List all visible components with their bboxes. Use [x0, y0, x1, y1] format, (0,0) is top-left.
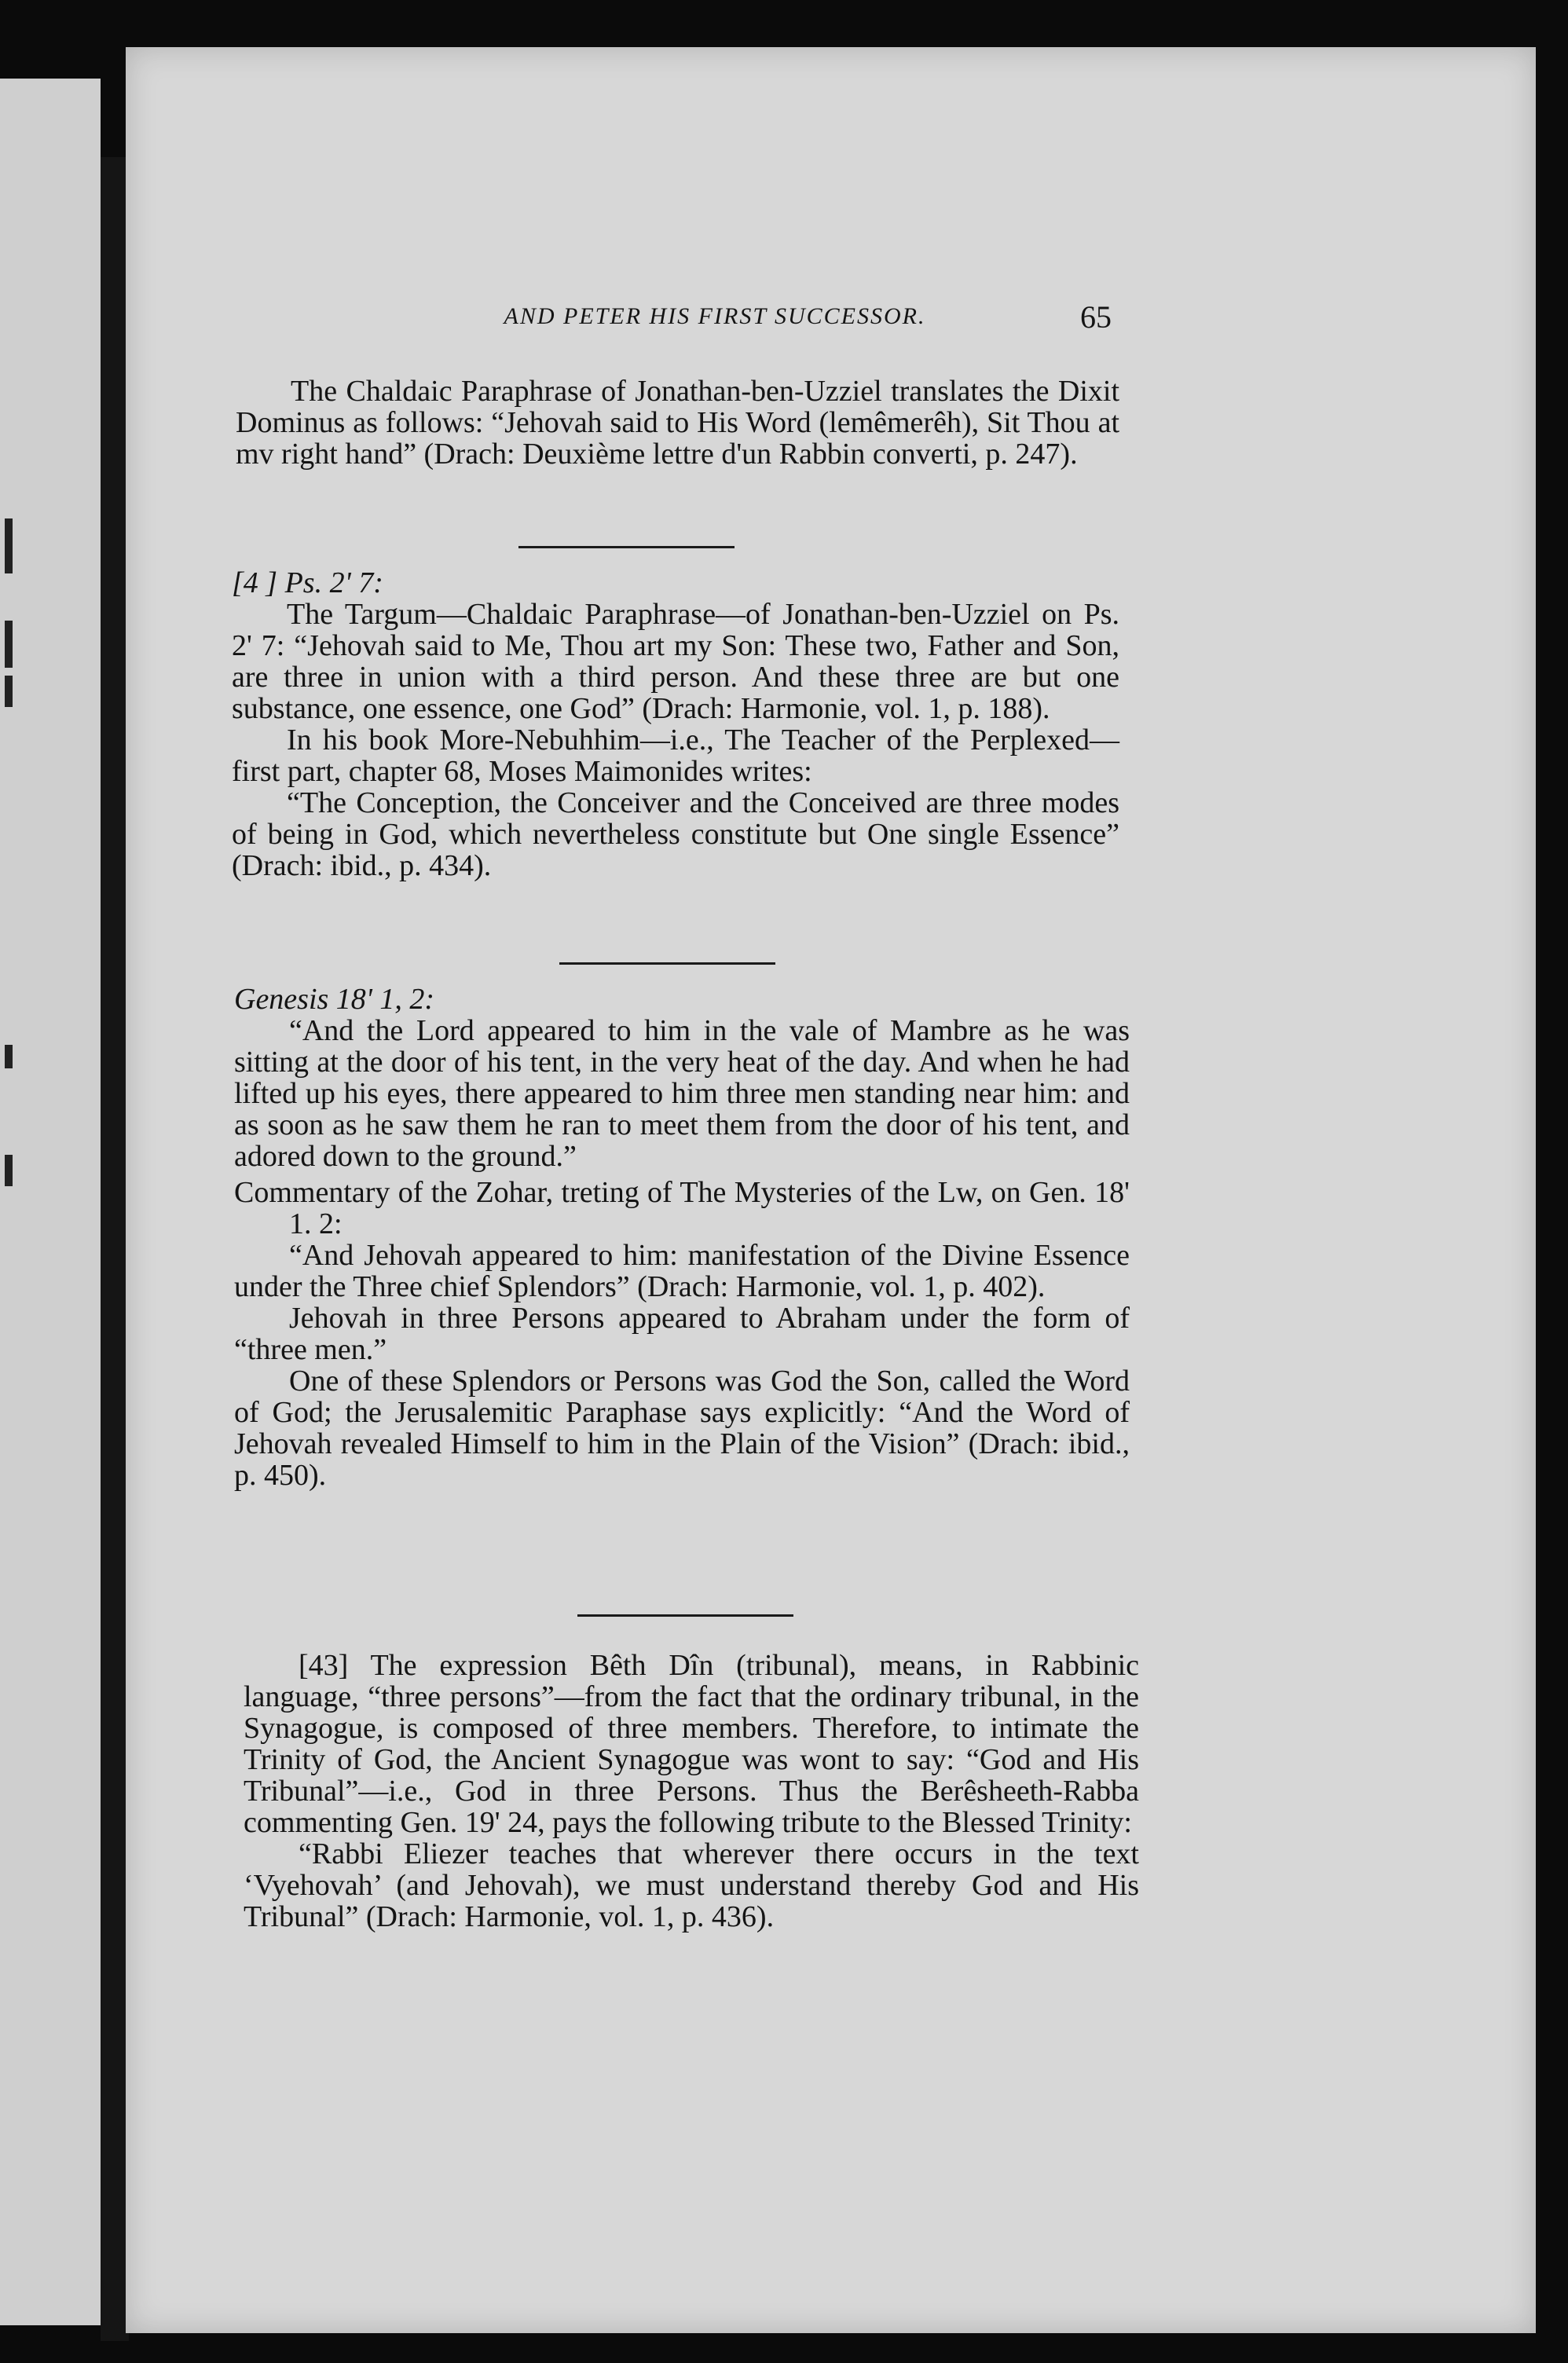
section-label: [4 ] Ps. 2' 7: [232, 566, 383, 599]
book-spine-shadow [101, 157, 129, 2341]
adjacent-page-edge [0, 79, 101, 2325]
paragraph: One of these Splendors or Persons was God the Son, called the Word of God; the Jerusalemitic Paraphase says explicitly: “And the Word of Jehovah revealed Himself to him in the Plain of the Vision” (Drach: ibid., p. 450). [234, 1365, 1130, 1492]
paragraph: The Chaldaic Paraphrase of Jonathan-ben-Uzziel translates the Dixit Dominus as follows: “Jehovah said to His Word (lemêmerêh), Sit Thou at mv right hand” (Drach: Deuxième lettre d'un Rabbin converti, p. 247). [236, 375, 1119, 471]
paragraph: Commentary of the Zohar, treting of The Mysteries of the Lw, on Gen. 18' 1. 2: [234, 1176, 1130, 1240]
section-chaldaic-paraphrase [236, 376, 1119, 470]
section-divider [518, 546, 735, 548]
running-header: AND PETER HIS FIRST SUCCESSOR. [504, 303, 926, 329]
paragraph: Jehovah in three Persons appeared to Abraham under the form of “three men.” [234, 1302, 1130, 1366]
adjacent-page-text-fragment [5, 518, 13, 573]
section-divider [577, 1614, 793, 1617]
adjacent-page-text-fragment [5, 1045, 13, 1068]
adjacent-page-text-fragment [5, 621, 13, 668]
paragraph: “The Conception, the Conceiver and the Conceived are three modes of being in God, which nevertheless constitute but One single Essence” (Drach: ibid., p. 434). [232, 786, 1119, 882]
paragraph: In his book More-Nebuhhim—i.e., The Teacher of the Perplexed—first part, chapter 68, Moses Maimonides writes: [232, 724, 1119, 788]
paragraph: “Rabbi Eliezer teaches that wherever there occurs in the text ‘Vyehovah’ (and Jehovah), we must understand thereby God and His Tribunal” (Drach: Harmonie, vol. 1, p. 436). [244, 1837, 1139, 1933]
paragraph: The Targum—Chaldaic Paraphrase—of Jonathan-ben-Uzziel on Ps. 2' 7: “Jehovah said to Me, Thou art my Son: These two, Father and Son, are three in union with a third person. And these three are but one substance, one essence, one God” (Drach: Harmonie, vol. 1, p. 188). [232, 598, 1119, 725]
page-number: 65 [1080, 299, 1112, 335]
paragraph: “And the Lord appeared to him in the vale of Mambre as he was sitting at the door of his tent, in the very heat of the day. And when he had lifted up his eyes, there appeared to him three men standing near him: and as soon as he saw them he ran to meet them from the door of his tent, and adored down to the ground.” [234, 1014, 1130, 1173]
adjacent-page-text-fragment [5, 1155, 13, 1186]
section-psalm-2-7 [232, 567, 1119, 881]
adjacent-page-text-fragment [5, 676, 13, 707]
section-divider [559, 962, 775, 965]
section-beth-din [244, 1650, 1139, 1933]
paragraph: [43] The expression Bêth Dîn (tribunal), means, in Rabbinic language, “three persons”—from the fact that the ordinary tribunal, in the Synagogue, is composed of three members. Therefore, to intimate the Trinity of God, the Ancient Synagogue was wont to say: “God and His Tribunal”—i.e., God in three Persons. Thus the Berêsheeth-Rabba commenting Gen. 19' 24, pays the following tribute to the Blessed Trinity: [244, 1649, 1139, 1839]
section-label: Genesis 18' 1, 2: [234, 983, 435, 1016]
paragraph: “And Jehovah appeared to him: manifestation of the Divine Essence under the Three chief Splendors” (Drach: Harmonie, vol. 1, p. 402). [234, 1239, 1130, 1303]
section-genesis-18 [234, 984, 1130, 1491]
